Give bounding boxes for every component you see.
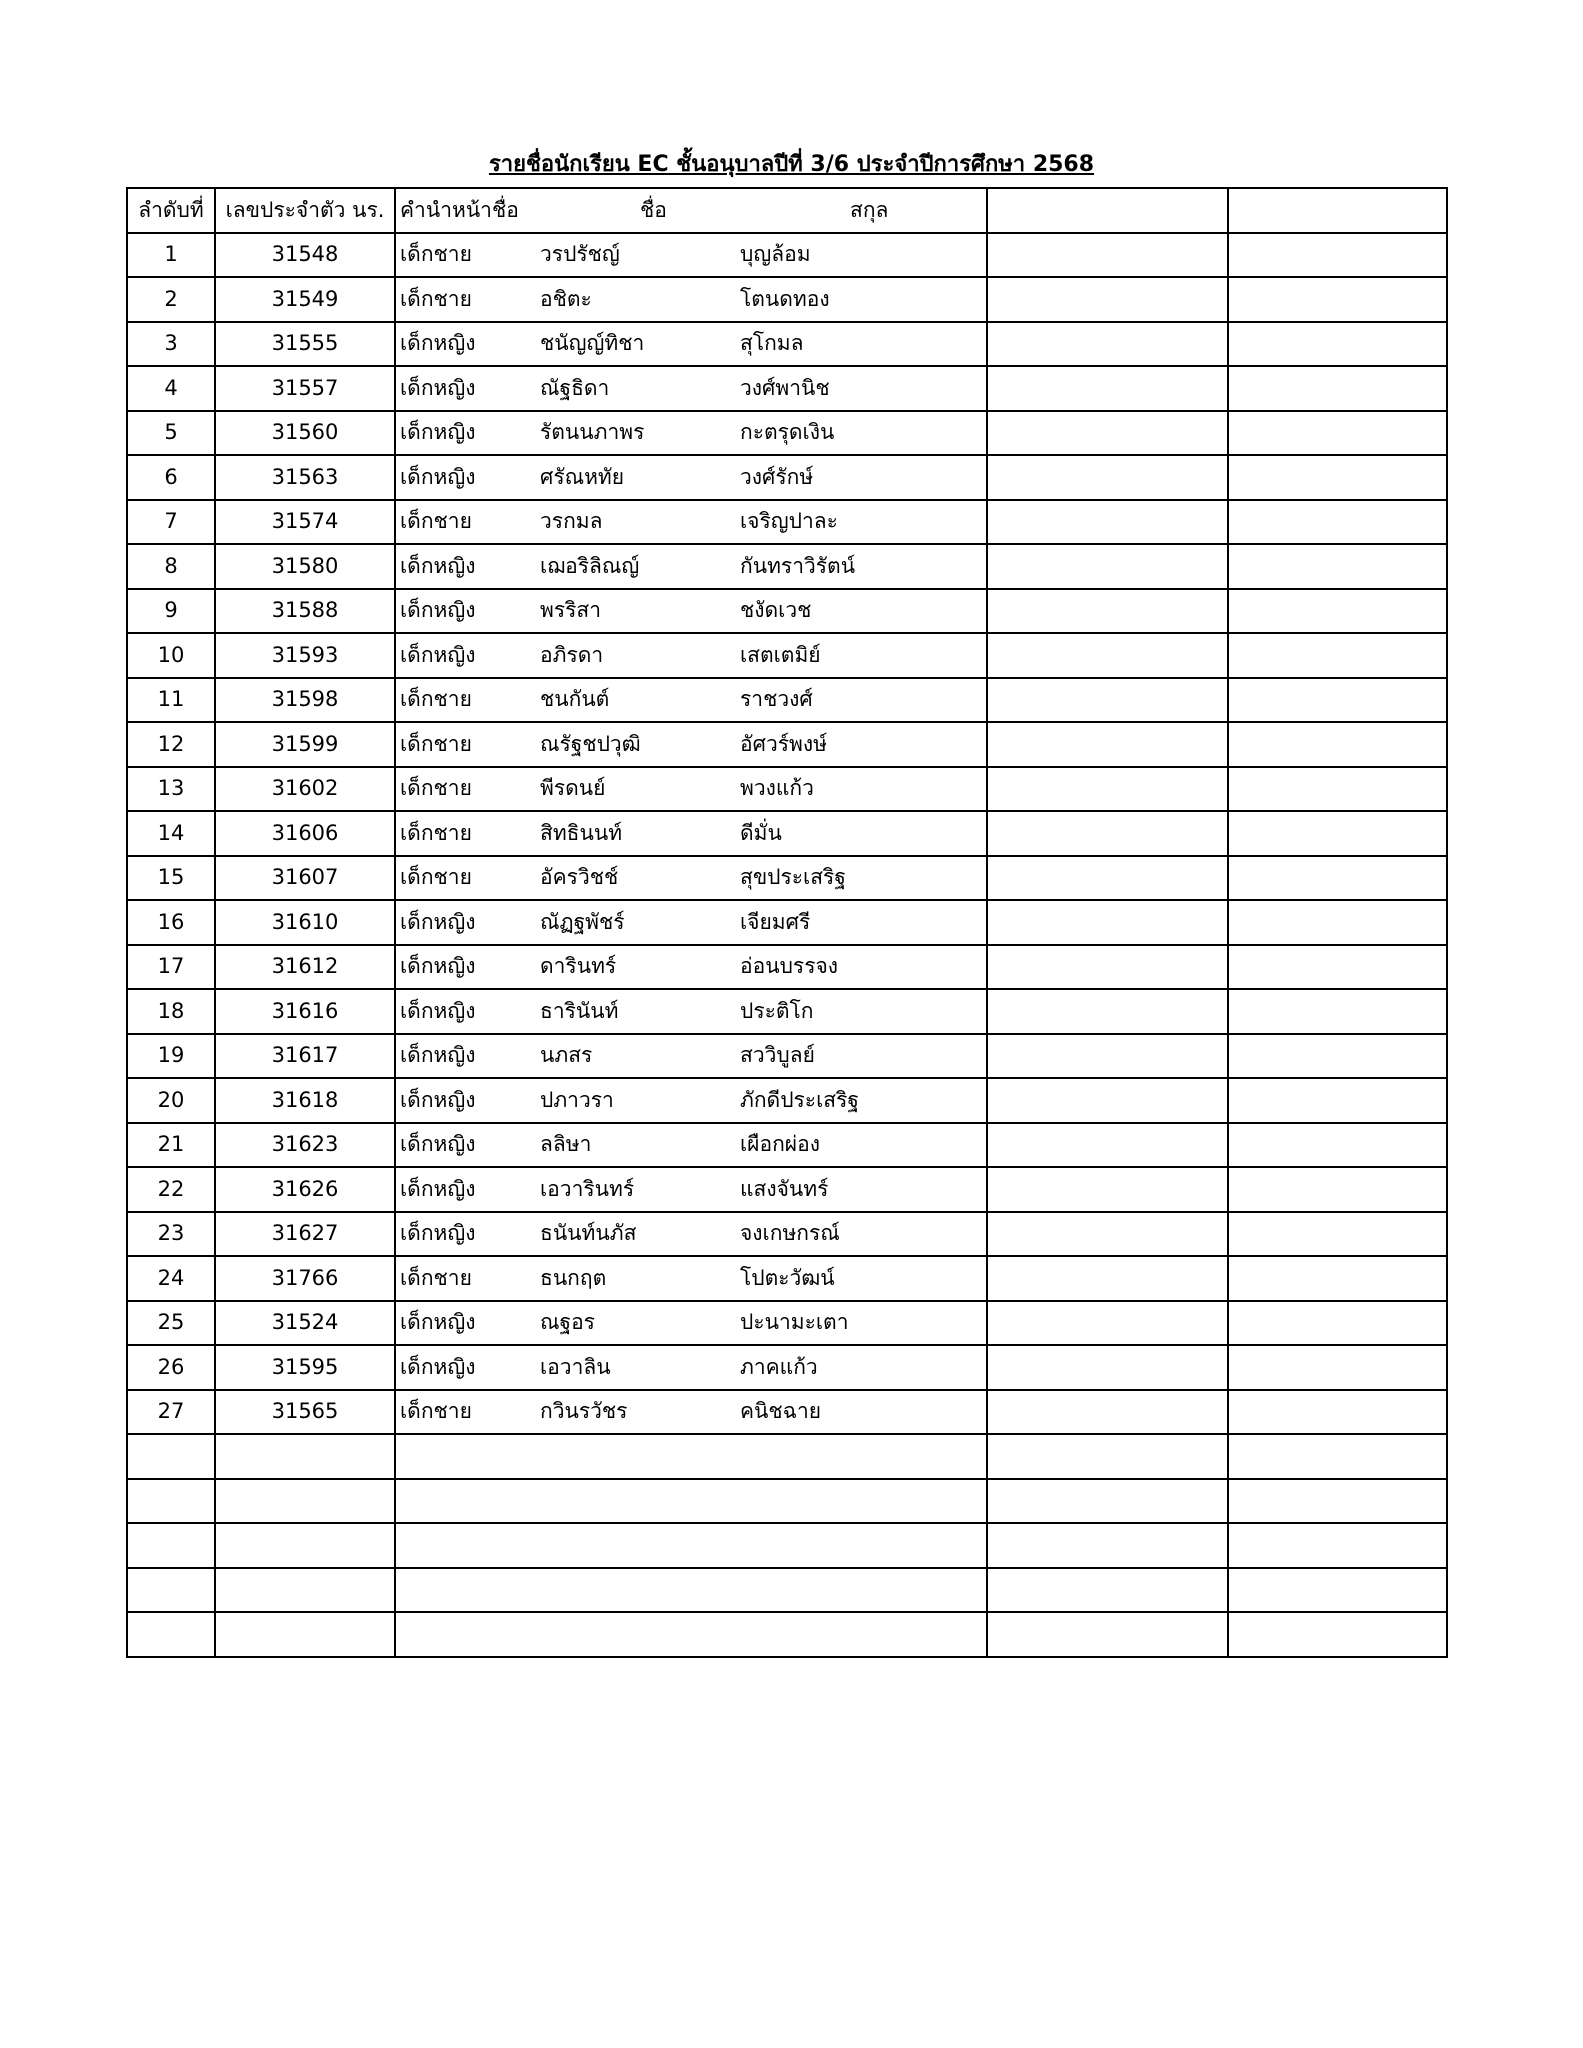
row-no: 21: [127, 1123, 215, 1168]
row-student-id: 31607: [215, 856, 395, 901]
row-no: 19: [127, 1034, 215, 1079]
row-name-cell: [395, 1123, 987, 1168]
row-blank-col-2: [1228, 277, 1447, 322]
table-row: [127, 1123, 1447, 1168]
row-prefix: เด็กชาย: [400, 242, 472, 267]
row-prefix: เด็กชาย: [400, 731, 472, 756]
table-row: [127, 1390, 1447, 1435]
empty-cell: [127, 1434, 215, 1479]
row-first-name: ดารินทร์: [540, 954, 617, 979]
row-name-cell: [395, 411, 987, 456]
table-row: [127, 1256, 1447, 1301]
header-last-name: สกุล: [850, 197, 889, 222]
row-blank-col-1: [987, 1301, 1228, 1346]
row-first-name: พีรดนย์: [540, 776, 606, 801]
row-blank-col-2: [1228, 1078, 1447, 1123]
row-no: 18: [127, 989, 215, 1034]
row-no: 2: [127, 277, 215, 322]
row-no: 6: [127, 455, 215, 500]
row-blank-col-1: [987, 945, 1228, 990]
row-first-name: ชนัญญ์ทิชา: [540, 331, 645, 356]
row-no: 20: [127, 1078, 215, 1123]
empty-cell: [127, 1523, 215, 1568]
row-name-cell: [395, 811, 987, 856]
row-student-id: 31563: [215, 455, 395, 500]
empty-cell: [395, 1479, 987, 1524]
table-row: [127, 1078, 1447, 1123]
empty-table-row: [127, 1434, 1447, 1479]
row-student-id: 31626: [215, 1167, 395, 1212]
row-prefix: เด็กหญิง: [400, 1354, 476, 1379]
row-student-id: 31617: [215, 1034, 395, 1079]
row-student-id: 31595: [215, 1345, 395, 1390]
empty-cell: [987, 1434, 1228, 1479]
row-student-id: 31565: [215, 1390, 395, 1435]
row-prefix: เด็กหญิง: [400, 1132, 476, 1157]
table-row: [127, 856, 1447, 901]
row-first-name: ณรัฐชปวุฒิ: [540, 731, 641, 756]
table-row: [127, 277, 1447, 322]
row-blank-col-1: [987, 1123, 1228, 1168]
row-first-name: สิทธินนท์: [540, 820, 623, 845]
header-name-group: [395, 188, 987, 233]
row-no: 9: [127, 589, 215, 634]
row-no: 7: [127, 500, 215, 545]
empty-cell: [395, 1612, 987, 1657]
table-row: [127, 411, 1447, 456]
row-first-name: อภิรดา: [540, 642, 604, 667]
row-blank-col-1: [987, 856, 1228, 901]
row-student-id: 31610: [215, 900, 395, 945]
empty-table-row: [127, 1523, 1447, 1568]
row-name-cell: [395, 1301, 987, 1346]
row-blank-col-2: [1228, 678, 1447, 723]
row-first-name: ลลิษา: [540, 1132, 592, 1157]
row-last-name: โตนดทอง: [740, 286, 830, 311]
row-prefix: เด็กหญิง: [400, 1087, 476, 1112]
table-row: [127, 544, 1447, 589]
empty-cell: [395, 1568, 987, 1613]
row-prefix: เด็กหญิง: [400, 1221, 476, 1246]
row-blank-col-2: [1228, 544, 1447, 589]
row-prefix: เด็กชาย: [400, 820, 472, 845]
row-student-id: 31766: [215, 1256, 395, 1301]
header-prefix: คำนำหน้าชื่อ: [400, 197, 519, 222]
row-name-cell: [395, 1256, 987, 1301]
row-prefix: เด็กหญิง: [400, 909, 476, 934]
row-name-cell: [395, 900, 987, 945]
row-last-name: ภักดีประเสริฐ: [740, 1087, 859, 1112]
row-last-name: กะตรุดเงิน: [740, 420, 835, 445]
row-student-id: 31602: [215, 767, 395, 812]
row-blank-col-2: [1228, 900, 1447, 945]
row-blank-col-2: [1228, 767, 1447, 812]
row-student-id: 31606: [215, 811, 395, 856]
empty-table-row: [127, 1612, 1447, 1657]
row-blank-col-2: [1228, 589, 1447, 634]
row-name-cell: [395, 767, 987, 812]
row-last-name: สววิบูลย์: [740, 1043, 815, 1068]
row-last-name: เจียมศรี: [740, 909, 811, 934]
row-prefix: เด็กหญิง: [400, 1310, 476, 1335]
table-header-row: [127, 188, 1447, 233]
row-first-name: ธนันท์นภัส: [540, 1221, 637, 1246]
row-name-cell: [395, 856, 987, 901]
row-student-id: 31555: [215, 322, 395, 367]
row-last-name: อัศวร์พงษ์: [740, 731, 827, 756]
header-student-id: เลขประจำตัว นร.: [215, 188, 395, 233]
row-first-name: กวินรวัชร: [540, 1399, 628, 1424]
table-row: [127, 233, 1447, 278]
row-blank-col-2: [1228, 1256, 1447, 1301]
row-blank-col-2: [1228, 1034, 1447, 1079]
row-last-name: คนิชฉาย: [740, 1399, 822, 1424]
empty-cell: [1228, 1568, 1447, 1613]
row-first-name: ณัฐธิดา: [540, 375, 610, 400]
row-name-cell: [395, 1078, 987, 1123]
row-blank-col-1: [987, 411, 1228, 456]
page-title: รายชื่อนักเรียน EC ชั้นอนุบาลปีที่ 3/6 ประจำปีการศึกษา 2568: [488, 152, 1095, 177]
row-no: 12: [127, 722, 215, 767]
row-first-name: ชนกันต์: [540, 687, 610, 712]
empty-cell: [127, 1612, 215, 1657]
row-student-id: 31623: [215, 1123, 395, 1168]
table-row: [127, 633, 1447, 678]
empty-table-row: [127, 1568, 1447, 1613]
row-blank-col-2: [1228, 1212, 1447, 1257]
empty-cell: [215, 1612, 395, 1657]
row-last-name: พวงแก้ว: [740, 776, 814, 801]
row-name-cell: [395, 722, 987, 767]
row-no: 16: [127, 900, 215, 945]
table-row: [127, 1301, 1447, 1346]
row-student-id: 31524: [215, 1301, 395, 1346]
header-first-name: ชื่อ: [640, 197, 667, 222]
row-no: 24: [127, 1256, 215, 1301]
empty-cell: [987, 1568, 1228, 1613]
row-prefix: เด็กชาย: [400, 286, 472, 311]
row-prefix: เด็กหญิง: [400, 375, 476, 400]
row-student-id: 31548: [215, 233, 395, 278]
row-first-name: ศรัณหทัย: [540, 464, 625, 489]
row-no: 1: [127, 233, 215, 278]
row-no: 26: [127, 1345, 215, 1390]
table-row: [127, 767, 1447, 812]
table-row: [127, 500, 1447, 545]
row-prefix: เด็กชาย: [400, 865, 472, 890]
row-name-cell: [395, 500, 987, 545]
row-last-name: ดีมั่น: [740, 820, 782, 845]
row-blank-col-2: [1228, 411, 1447, 456]
row-name-cell: [395, 589, 987, 634]
row-student-id: 31549: [215, 277, 395, 322]
row-prefix: เด็กหญิง: [400, 420, 476, 445]
row-prefix: เด็กหญิง: [400, 998, 476, 1023]
row-student-id: 31627: [215, 1212, 395, 1257]
row-first-name: ณัฏฐพัชร์: [540, 909, 625, 934]
row-blank-col-1: [987, 722, 1228, 767]
table-row: [127, 678, 1447, 723]
row-no: 5: [127, 411, 215, 456]
row-first-name: ปภาวรา: [540, 1087, 614, 1112]
row-no: 13: [127, 767, 215, 812]
table-row: [127, 722, 1447, 767]
row-blank-col-1: [987, 1034, 1228, 1079]
row-name-cell: [395, 1034, 987, 1079]
row-blank-col-1: [987, 678, 1228, 723]
row-first-name: ณฐอร: [540, 1310, 595, 1335]
table-row: [127, 322, 1447, 367]
row-prefix: เด็กหญิง: [400, 1043, 476, 1068]
row-name-cell: [395, 1390, 987, 1435]
row-name-cell: [395, 322, 987, 367]
row-blank-col-1: [987, 366, 1228, 411]
row-student-id: 31616: [215, 989, 395, 1034]
row-student-id: 31588: [215, 589, 395, 634]
row-last-name: กันทราวิรัตน์: [740, 553, 856, 578]
row-blank-col-2: [1228, 500, 1447, 545]
row-first-name: อัครวิชช์: [540, 865, 619, 890]
row-blank-col-2: [1228, 1123, 1447, 1168]
row-blank-col-1: [987, 989, 1228, 1034]
table-row: [127, 1167, 1447, 1212]
table-row: [127, 1345, 1447, 1390]
row-last-name: แสงจันทร์: [740, 1176, 829, 1201]
empty-table-row: [127, 1479, 1447, 1524]
row-name-cell: [395, 989, 987, 1034]
empty-cell: [987, 1612, 1228, 1657]
row-first-name: เอวารินทร์: [540, 1176, 635, 1201]
empty-cell: [127, 1568, 215, 1613]
row-first-name: วรปรัชญ์: [540, 242, 620, 267]
row-last-name: วงศ์พานิช: [740, 375, 830, 400]
row-name-cell: [395, 233, 987, 278]
row-blank-col-2: [1228, 989, 1447, 1034]
row-name-cell: [395, 1212, 987, 1257]
row-blank-col-2: [1228, 1345, 1447, 1390]
row-name-cell: [395, 1345, 987, 1390]
row-last-name: ชงัดเวช: [740, 598, 812, 623]
row-first-name: รัตนนภาพร: [540, 420, 645, 445]
row-first-name: ธารินันท์: [540, 998, 619, 1023]
row-prefix: เด็กหญิง: [400, 954, 476, 979]
row-blank-col-1: [987, 1390, 1228, 1435]
row-student-id: 31574: [215, 500, 395, 545]
row-prefix: เด็กชาย: [400, 1265, 472, 1290]
row-name-cell: [395, 455, 987, 500]
row-blank-col-2: [1228, 455, 1447, 500]
row-prefix: เด็กชาย: [400, 1399, 472, 1424]
empty-cell: [1228, 1523, 1447, 1568]
table-row: [127, 455, 1447, 500]
row-blank-col-2: [1228, 856, 1447, 901]
header-no: ลำดับที่: [127, 188, 215, 233]
row-first-name: พรริสา: [540, 598, 602, 623]
row-blank-col-2: [1228, 233, 1447, 278]
row-last-name: ประติโก: [740, 998, 814, 1023]
empty-cell: [987, 1479, 1228, 1524]
row-blank-col-2: [1228, 322, 1447, 367]
row-last-name: เสตเตมิย์: [740, 642, 821, 667]
row-student-id: 31598: [215, 678, 395, 723]
row-blank-col-2: [1228, 366, 1447, 411]
row-name-cell: [395, 366, 987, 411]
row-last-name: บุญล้อม: [740, 242, 811, 267]
row-first-name: ธนกฤต: [540, 1265, 607, 1290]
empty-cell: [215, 1568, 395, 1613]
row-no: 17: [127, 945, 215, 990]
empty-cell: [395, 1434, 987, 1479]
empty-cell: [1228, 1434, 1447, 1479]
row-student-id: 31580: [215, 544, 395, 589]
row-prefix: เด็กชาย: [400, 776, 472, 801]
row-last-name: เจริญปาละ: [740, 509, 838, 534]
empty-cell: [1228, 1612, 1447, 1657]
table-row: [127, 945, 1447, 990]
row-first-name: วรกมล: [540, 509, 603, 534]
row-blank-col-1: [987, 589, 1228, 634]
row-no: 10: [127, 633, 215, 678]
row-student-id: 31618: [215, 1078, 395, 1123]
row-no: 22: [127, 1167, 215, 1212]
row-last-name: โปตะวัฒน์: [740, 1265, 835, 1290]
row-blank-col-1: [987, 633, 1228, 678]
row-last-name: ราชวงศ์: [740, 687, 813, 712]
row-no: 27: [127, 1390, 215, 1435]
empty-cell: [1228, 1479, 1447, 1524]
row-prefix: เด็กหญิง: [400, 331, 476, 356]
table-row: [127, 1212, 1447, 1257]
row-name-cell: [395, 544, 987, 589]
table-row: [127, 900, 1447, 945]
row-name-cell: [395, 633, 987, 678]
row-blank-col-1: [987, 811, 1228, 856]
row-no: 23: [127, 1212, 215, 1257]
row-student-id: 31612: [215, 945, 395, 990]
header-blank-col-1: [987, 188, 1228, 233]
table-row: [127, 366, 1447, 411]
row-prefix: เด็กชาย: [400, 687, 472, 712]
row-prefix: เด็กหญิง: [400, 553, 476, 578]
row-blank-col-2: [1228, 811, 1447, 856]
table-row: [127, 989, 1447, 1034]
row-no: 11: [127, 678, 215, 723]
row-name-cell: [395, 1167, 987, 1212]
empty-cell: [127, 1479, 215, 1524]
table-row: [127, 811, 1447, 856]
row-blank-col-1: [987, 767, 1228, 812]
row-student-id: 31593: [215, 633, 395, 678]
table-row: [127, 1034, 1447, 1079]
table-row: [127, 589, 1447, 634]
row-last-name: จงเกษกรณ์: [740, 1221, 840, 1246]
row-first-name: อชิตะ: [540, 286, 592, 311]
row-prefix: เด็กหญิง: [400, 1176, 476, 1201]
student-roster-table: [126, 187, 1448, 1658]
row-blank-col-1: [987, 1212, 1228, 1257]
row-last-name: เผือกผ่อง: [740, 1132, 820, 1157]
empty-cell: [215, 1479, 395, 1524]
row-prefix: เด็กหญิง: [400, 642, 476, 667]
empty-cell: [215, 1434, 395, 1479]
header-blank-col-2: [1228, 188, 1447, 233]
row-prefix: เด็กหญิง: [400, 464, 476, 489]
row-no: 3: [127, 322, 215, 367]
row-student-id: 31560: [215, 411, 395, 456]
row-prefix: เด็กชาย: [400, 509, 472, 534]
row-blank-col-1: [987, 1167, 1228, 1212]
row-name-cell: [395, 277, 987, 322]
row-blank-col-2: [1228, 1167, 1447, 1212]
row-last-name: สุขประเสริฐ: [740, 865, 846, 890]
empty-cell: [395, 1523, 987, 1568]
row-last-name: สุโกมล: [740, 331, 804, 356]
row-blank-col-1: [987, 455, 1228, 500]
row-first-name: เอวาลิน: [540, 1354, 611, 1379]
row-last-name: วงศ์รักษ์: [740, 464, 814, 489]
row-last-name: ภาคแก้ว: [740, 1354, 818, 1379]
row-no: 15: [127, 856, 215, 901]
row-student-id: 31557: [215, 366, 395, 411]
row-blank-col-2: [1228, 722, 1447, 767]
row-blank-col-2: [1228, 1390, 1447, 1435]
row-blank-col-1: [987, 233, 1228, 278]
row-blank-col-1: [987, 277, 1228, 322]
row-blank-col-2: [1228, 1301, 1447, 1346]
row-no: 25: [127, 1301, 215, 1346]
row-name-cell: [395, 678, 987, 723]
row-last-name: อ่อนบรรจง: [740, 954, 839, 979]
row-blank-col-1: [987, 1256, 1228, 1301]
row-blank-col-2: [1228, 633, 1447, 678]
row-blank-col-1: [987, 1078, 1228, 1123]
row-last-name: ปะนามะเตา: [740, 1310, 849, 1335]
row-blank-col-1: [987, 900, 1228, 945]
row-name-cell: [395, 945, 987, 990]
empty-cell: [987, 1523, 1228, 1568]
row-blank-col-1: [987, 322, 1228, 367]
row-first-name: เฌอริลิณญ์: [540, 553, 640, 578]
row-first-name: นภสร: [540, 1043, 593, 1068]
row-no: 4: [127, 366, 215, 411]
row-student-id: 31599: [215, 722, 395, 767]
row-no: 8: [127, 544, 215, 589]
row-blank-col-2: [1228, 945, 1447, 990]
empty-cell: [215, 1523, 395, 1568]
row-blank-col-1: [987, 500, 1228, 545]
row-prefix: เด็กหญิง: [400, 598, 476, 623]
row-blank-col-1: [987, 1345, 1228, 1390]
row-blank-col-1: [987, 544, 1228, 589]
row-no: 14: [127, 811, 215, 856]
